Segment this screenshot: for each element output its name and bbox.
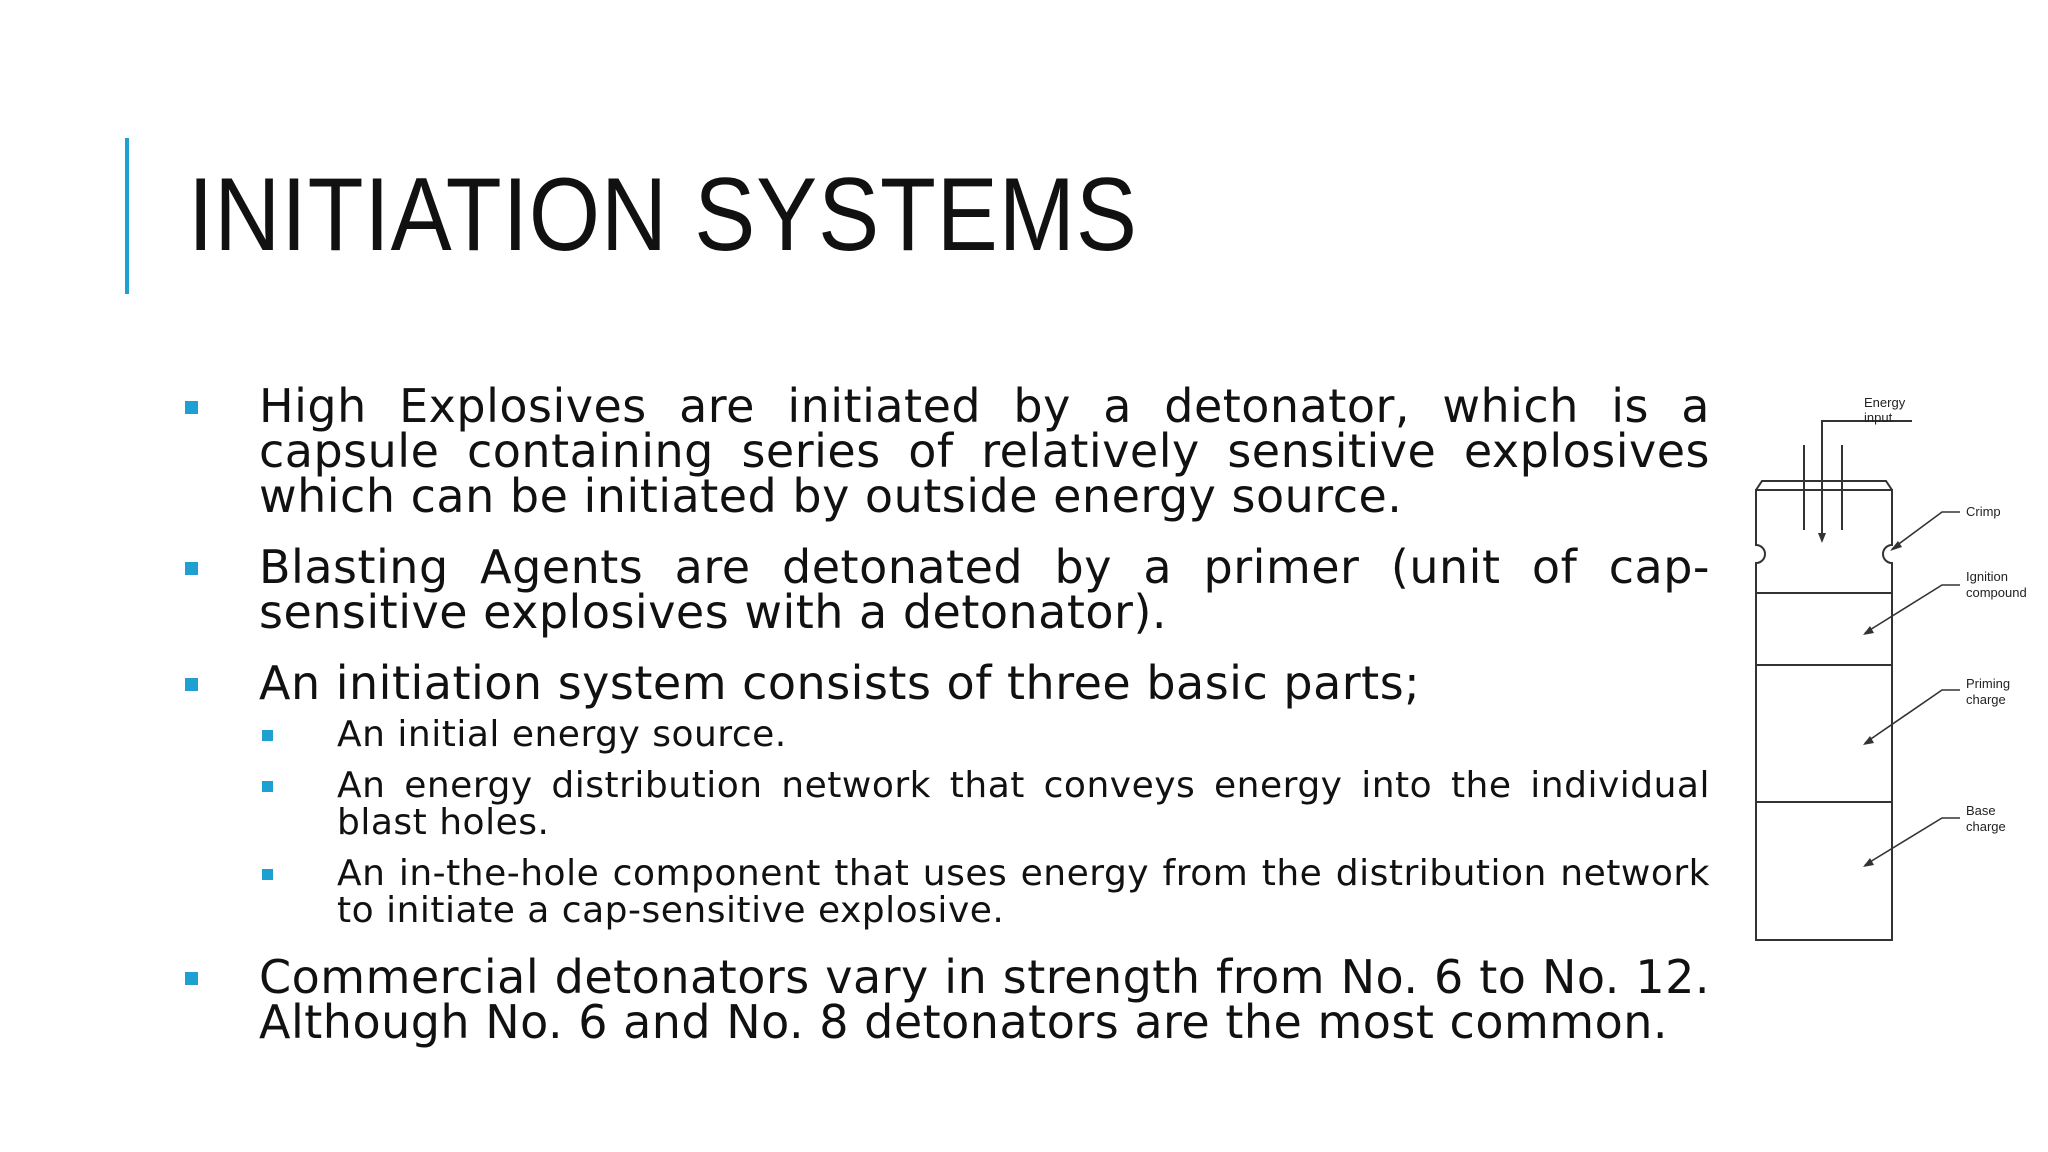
label-priming-charge: Priming charge: [1966, 676, 2011, 707]
detonator-shell: [1756, 490, 1892, 940]
square-bullet-icon: [262, 730, 273, 741]
ignition-arrowhead: [1863, 626, 1874, 635]
label-crimp: Crimp: [1966, 504, 2001, 519]
sub-bullet-text: An in-the-hole component that uses energy from the distribution network to initiate a cap-sensitive explosive.: [337, 853, 1710, 931]
bullet-item: [182, 950, 1710, 1049]
bullet-text: High Explosives are initiated by a detonator, which is a capsule containing series of relatively sensitive explosives which can be initiated by outside energy source.: [259, 379, 1710, 523]
bullet-list: [182, 379, 1710, 1071]
bullet-text: Commercial detonators vary in strength from No. 6 to No. 12. Although No. 6 and No. 8 detonators are the most common.: [259, 950, 1710, 1049]
detonator-diagram-svg: [1730, 385, 2040, 960]
bullet-item: [182, 540, 1710, 639]
label-base-charge: Base charge: [1966, 803, 2006, 834]
square-bullet-icon: [262, 781, 273, 792]
bullet-item: [182, 379, 1710, 523]
square-bullet-icon: [185, 562, 198, 575]
square-bullet-icon: [262, 869, 273, 880]
slide-title: INITIATION SYSTEMS: [188, 157, 1138, 273]
title-accent-bar: [125, 138, 129, 294]
sub-bullet-text: An energy distribution network that conveys energy into the individual blast holes.: [337, 765, 1710, 843]
sub-bullet-text: An initial energy source.: [337, 714, 787, 755]
square-bullet-icon: [185, 972, 198, 985]
bullet-text: An initiation system consists of three basic parts;: [259, 656, 1421, 710]
bullet-text: Blasting Agents are detonated by a primer (unit of cap-sensitive explosives with a detonator).: [259, 540, 1710, 639]
label-ignition-compound: Ignition compound: [1966, 569, 2027, 600]
base-arrowhead: [1863, 858, 1874, 867]
base-leader: [1865, 818, 1960, 865]
sub-bullet-item: [259, 716, 1710, 753]
square-bullet-icon: [185, 401, 198, 414]
sub-bullet-item: [259, 855, 1710, 929]
detonator-cap-top: [1756, 481, 1892, 490]
priming-leader: [1865, 690, 1960, 743]
sub-bullet-item: [259, 767, 1710, 841]
energy-input-leader: [1822, 421, 1912, 535]
crimp-leader: [1892, 512, 1960, 549]
label-energy-input: Energy input: [1864, 395, 1906, 425]
sub-bullet-list: [259, 716, 1710, 929]
square-bullet-icon: [185, 678, 198, 691]
energy-input-arrowhead: [1818, 533, 1826, 543]
detonator-diagram: [1730, 385, 2040, 960]
bullet-item: [182, 656, 1710, 931]
